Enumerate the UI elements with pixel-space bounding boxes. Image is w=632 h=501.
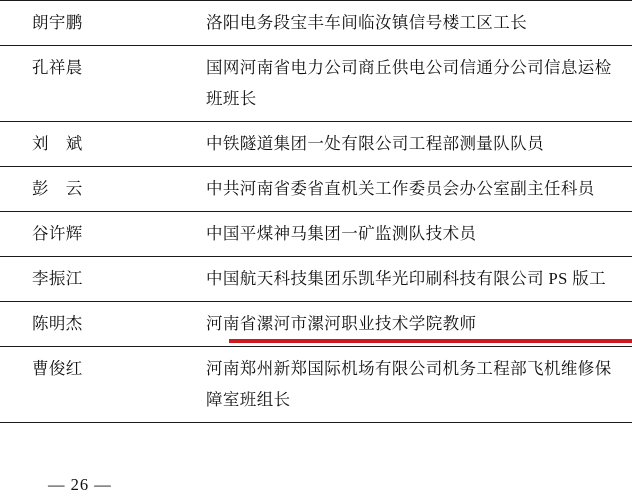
cell-name: 刘 斌 xyxy=(32,134,83,153)
table-row xyxy=(0,167,632,212)
table-body xyxy=(0,1,632,423)
cell-name: 孔祥晨 xyxy=(32,58,83,77)
cell-name: 曹俊红 xyxy=(32,359,83,378)
page-number: — 26 — xyxy=(48,475,112,494)
cell-name: 朗宇鹏 xyxy=(32,13,83,32)
cell-name: 李振江 xyxy=(32,269,83,288)
cell-name: 谷许辉 xyxy=(32,224,83,243)
cell-unit: 中共河南省委省直机关工作委员会办公室副主任科员 xyxy=(206,179,595,198)
table-row xyxy=(0,122,632,167)
cell-unit: 国网河南省电力公司商丘供电公司信通分公司信息运检班班长 xyxy=(206,58,612,108)
table-row-highlighted xyxy=(0,302,632,347)
table-row xyxy=(0,257,632,302)
cell-unit: 河南省漯河市漯河职业技术学院教师 xyxy=(198,302,632,347)
cell-name: 彭 云 xyxy=(32,179,83,198)
cell-unit: 洛阳电务段宝丰车间临汝镇信号楼工区工长 xyxy=(206,13,528,32)
cell-unit: 中国平煤神马集团一矿监测队技术员 xyxy=(206,224,477,243)
table-row xyxy=(0,347,632,423)
cell-unit: 中铁隧道集团一处有限公司工程部测量队队员 xyxy=(206,134,544,153)
table-row xyxy=(0,212,632,257)
cell-unit: 河南郑州新郑国际机场有限公司机务工程部飞机维修保障室班组长 xyxy=(206,359,612,409)
cell-unit: 中国航天科技集团乐凯华光印刷科技有限公司 PS 版工 xyxy=(206,269,607,288)
cell-name: 陈明杰 xyxy=(32,314,83,333)
table-row xyxy=(0,46,632,122)
table-row xyxy=(0,1,632,46)
red-underline-annotation xyxy=(229,339,632,343)
